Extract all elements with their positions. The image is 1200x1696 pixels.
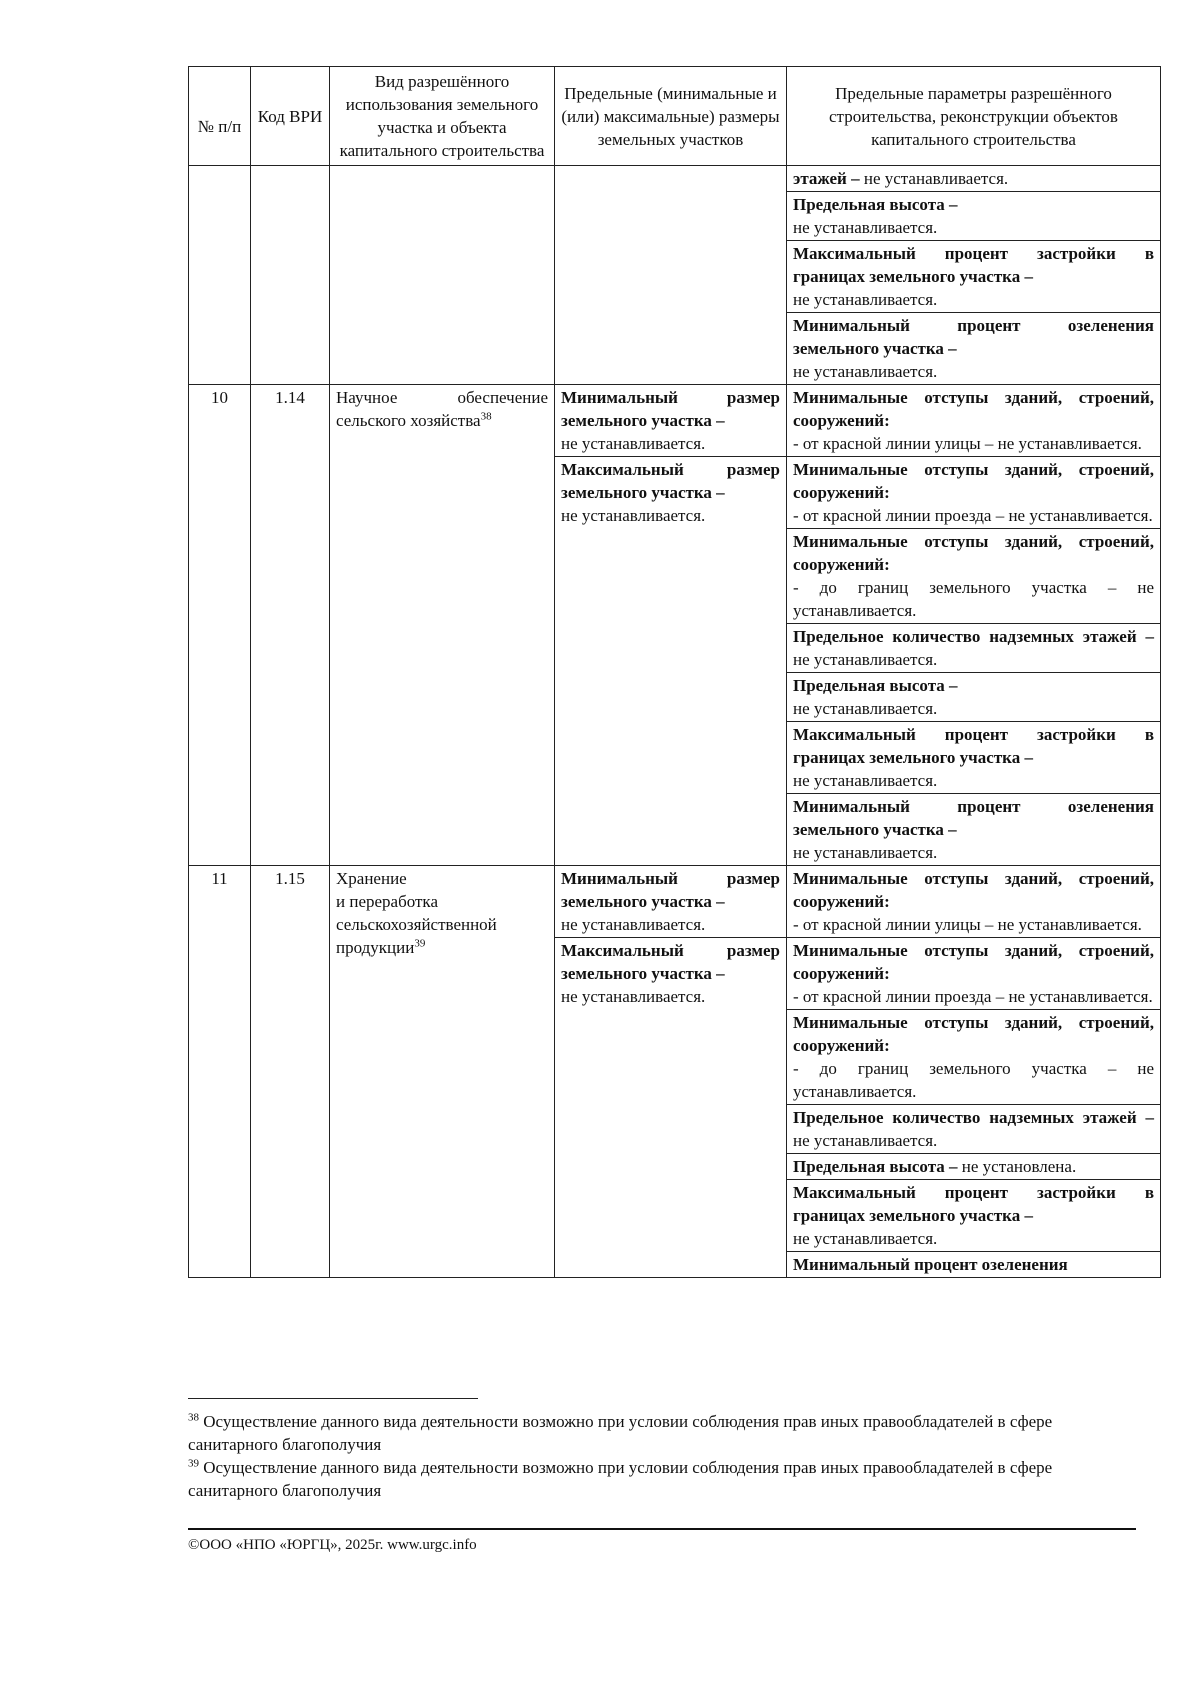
table-row	[189, 385, 1161, 866]
header-no: № п/п	[189, 67, 251, 166]
row-params	[787, 866, 1161, 1278]
param-block: Предельная высота – не устанавливается.	[787, 192, 1160, 241]
footnote-divider	[188, 1398, 478, 1399]
min-size-block: Минимальный размер земельного участка – не устанавливается.	[555, 385, 786, 457]
param-block: Минимальный процент озеленения земельного участка – не устанавливается.	[793, 797, 1154, 862]
row-no: 11	[189, 866, 251, 1278]
cont-size	[555, 166, 787, 385]
param-block: Минимальные отступы зданий, строений, сооружений: - до границ земельного участка – не устанавливается.	[787, 1010, 1160, 1105]
row-code: 1.14	[251, 385, 330, 866]
cont-no	[189, 166, 251, 385]
param-block: Предельное количество надземных этажей – не устанавливается.	[787, 1105, 1160, 1154]
max-size-block: Максимальный размер земельного участка – не устанавливается.	[561, 460, 780, 525]
param-block: Максимальный процент застройки в границах земельного участка – не устанавливается.	[787, 241, 1160, 313]
param-block: Предельная высота – не устанавливается.	[787, 673, 1160, 722]
footnotes	[188, 1410, 1088, 1502]
header-size: Предельные (минимальные и (или) максимальные) размеры земельных участков	[555, 67, 787, 166]
header-code: Код ВРИ	[251, 67, 330, 166]
table-row-continuation	[189, 166, 1161, 385]
min-size-block: Минимальный размер земельного участка – не устанавливается.	[555, 866, 786, 938]
param-block: Предельная высота – не установлена.	[787, 1154, 1160, 1180]
param-block: Минимальные отступы зданий, строений, сооружений: - от красной линии проезда – не устанавливается.	[787, 938, 1160, 1010]
row-type: Хранение и переработка сельскохозяйственной продукции$^{39}$	[330, 866, 555, 1278]
cont-params	[787, 166, 1161, 385]
param-block: Минимальный процент озеленения земельного участка – не устанавливается.	[793, 316, 1154, 381]
param-block: Минимальные отступы зданий, строений, сооружений: - от красной линии улицы – не устанавливается.	[787, 866, 1160, 938]
row-size	[555, 385, 787, 866]
param-block: Предельное количество надземных этажей – не устанавливается.	[787, 624, 1160, 673]
max-size-block: Максимальный размер земельного участка – не устанавливается.	[561, 941, 780, 1006]
param-block: Максимальный процент застройки в границах земельного участка – не устанавливается.	[787, 722, 1160, 794]
param-block: Минимальные отступы зданий, строений, сооружений: - от красной линии проезда – не устанавливается.	[787, 457, 1160, 529]
footnote-39: $^{39}$ Осуществление данного вида деятельности возможно при условии соблюдения прав иных правообладателей в сфере санитарного благополучия	[188, 1457, 1053, 1500]
param-block: этажей – не устанавливается.	[787, 166, 1160, 192]
param-block: Минимальный процент озеленения	[793, 1255, 1068, 1274]
row-code: 1.15	[251, 866, 330, 1278]
cont-code	[251, 166, 330, 385]
row-no: 10	[189, 385, 251, 866]
row-type: Научное обеспечение сельского хозяйства$^{38}$	[330, 385, 555, 866]
footnote-38: $^{38}$ Осуществление данного вида деятельности возможно при условии соблюдения прав иных правообладателей в сфере санитарного благополучия	[188, 1411, 1053, 1454]
param-block: Минимальные отступы зданий, строений, сооружений: - до границ земельного участка – не устанавливается.	[787, 529, 1160, 624]
table-row	[189, 866, 1161, 1278]
cont-type	[330, 166, 555, 385]
regulations-table	[188, 66, 1161, 1278]
footer-divider	[188, 1528, 1136, 1530]
row-params	[787, 385, 1161, 866]
table-header-row	[189, 67, 1161, 166]
page-footer: ©ООО «НПО «ЮРГЦ», 2025г. www.urgc.info	[188, 1537, 477, 1553]
header-params: Предельные параметры разрешённого строительства, реконструкции объектов капитального строительства	[787, 67, 1161, 166]
param-block: Минимальные отступы зданий, строений, сооружений: - от красной линии улицы – не устанавливается.	[787, 385, 1160, 457]
row-size	[555, 866, 787, 1278]
header-type: Вид разрешённого использования земельного участка и объекта капитального строительства	[330, 67, 555, 166]
param-block: Максимальный процент застройки в границах земельного участка – не устанавливается.	[787, 1180, 1160, 1252]
